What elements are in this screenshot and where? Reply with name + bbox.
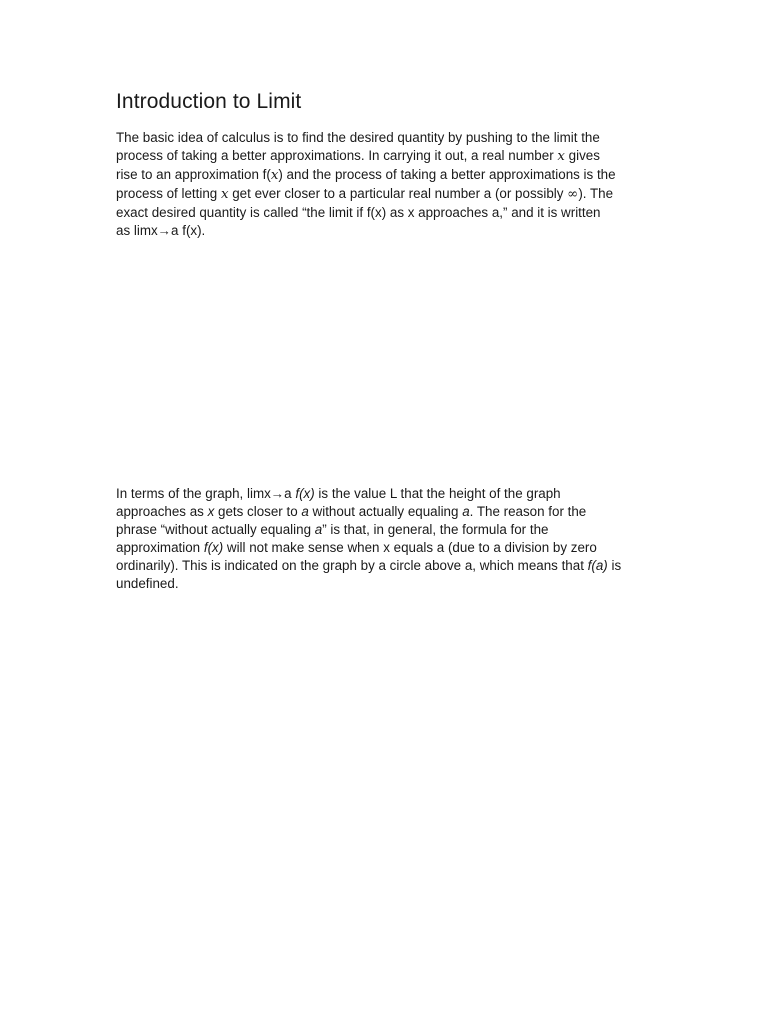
math-function: f(x) bbox=[295, 486, 315, 501]
text-run: . The reason for the bbox=[469, 503, 587, 519]
math-function: f(x) bbox=[203, 539, 224, 555]
text-run: gives bbox=[564, 147, 600, 163]
paragraph-line bbox=[116, 166, 656, 185]
math-variable: a bbox=[301, 503, 309, 519]
text-run: is bbox=[607, 557, 622, 573]
paragraph-line bbox=[116, 129, 656, 147]
text-run: approximation bbox=[116, 539, 204, 555]
text-run: is the value L that the height of the graph bbox=[314, 486, 561, 501]
text-run: get ever closer to a particular real number a (or possibly bbox=[228, 185, 568, 201]
text-run: undefined. bbox=[116, 575, 179, 591]
text-run: process of letting bbox=[116, 185, 221, 201]
math-function: f(a) bbox=[587, 557, 608, 573]
text-run: In terms of the graph, limx→a bbox=[116, 486, 296, 501]
math-variable: x bbox=[220, 186, 229, 202]
text-run: will not make sense when x equals a (due to a division by zero bbox=[223, 539, 597, 555]
text-run: as limx→a f(x). bbox=[116, 222, 206, 238]
text-run: ” is that, in general, the formula for the bbox=[322, 521, 549, 537]
text-run: approaches as bbox=[116, 503, 208, 519]
text-run: process of taking a better approximations. In carrying it out, a real number bbox=[116, 147, 558, 163]
graph-paragraph bbox=[116, 485, 656, 592]
paragraph-line bbox=[116, 222, 656, 240]
text-run: rise to an approximation f( bbox=[116, 166, 271, 182]
paragraph-line bbox=[116, 185, 656, 204]
paragraph-line bbox=[116, 503, 656, 521]
paragraph-line bbox=[116, 147, 656, 166]
math-variable: a bbox=[314, 521, 323, 537]
math-variable: a bbox=[462, 503, 470, 519]
math-variable: x bbox=[207, 503, 215, 519]
paragraph-line bbox=[116, 521, 656, 539]
paragraph-line bbox=[116, 204, 656, 222]
text-run: phrase “without actually equaling bbox=[116, 521, 315, 537]
text-run: The basic idea of calculus is to find the desired quantity by pushing to the limit the bbox=[116, 130, 600, 145]
math-variable: x bbox=[557, 148, 565, 164]
document-title: Introduction to Limit bbox=[116, 90, 302, 113]
text-run: ordinarily). This is indicated on the graph by a circle above a, which means that bbox=[116, 557, 588, 573]
intro-paragraph bbox=[116, 129, 656, 239]
math-variable: x bbox=[270, 167, 279, 183]
paragraph-line bbox=[116, 575, 656, 593]
paragraph-line bbox=[116, 539, 656, 557]
paragraph-line bbox=[116, 485, 656, 503]
text-run: ). The bbox=[578, 185, 614, 201]
text-run: gets closer to bbox=[214, 503, 302, 519]
text-run: without actually equaling bbox=[308, 503, 463, 519]
text-run: exact desired quantity is called “the limit if f(x) as x approaches a,” and it is written bbox=[116, 204, 601, 220]
infinity-symbol: ∞ bbox=[567, 186, 579, 202]
text-run: ) and the process of taking a better approximations is the bbox=[278, 166, 616, 182]
paragraph-line bbox=[116, 557, 656, 575]
